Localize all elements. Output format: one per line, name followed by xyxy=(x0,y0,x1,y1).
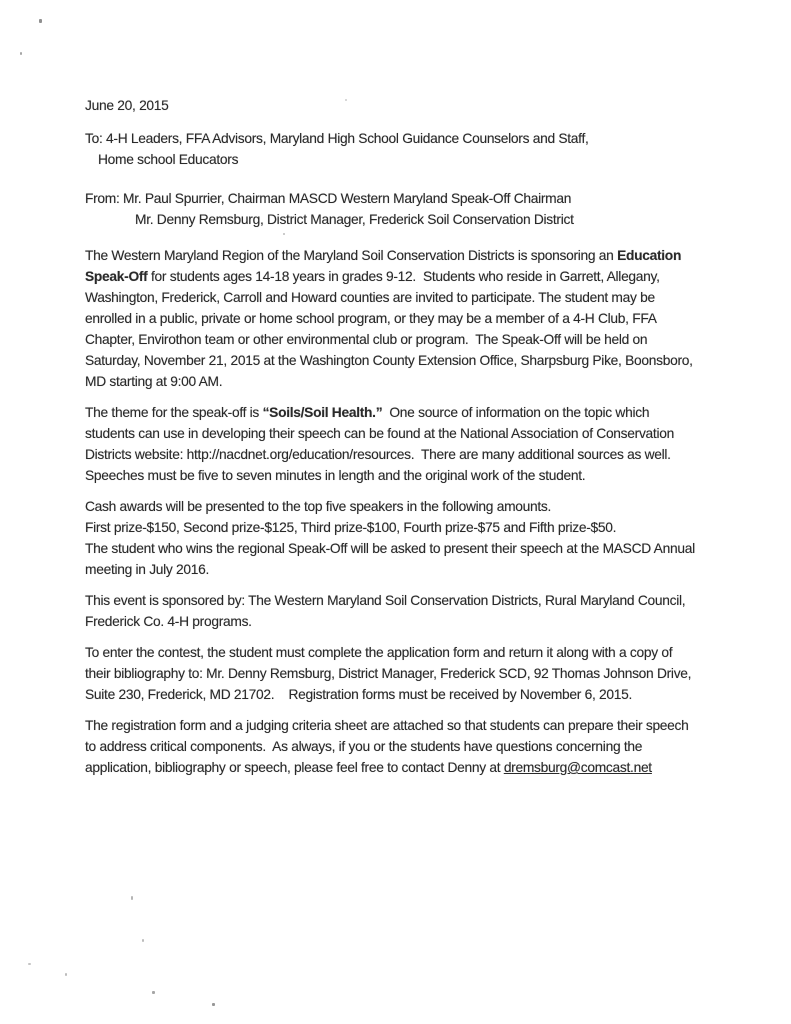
paragraph-cash-awards xyxy=(85,496,745,580)
body-line: MD starting at 9:00 AM. xyxy=(85,374,223,389)
body-line: to address critical components. As always, if you or the students have questions concerning the xyxy=(85,739,643,754)
letter-content xyxy=(85,95,745,788)
body-line: Suite 230, Frederick, MD 21702. Registration forms must be received by November 6, 2015. xyxy=(85,687,633,702)
scan-speck xyxy=(20,52,22,55)
scan-speck xyxy=(142,939,144,942)
scan-speck xyxy=(152,991,155,994)
scan-speck xyxy=(345,99,347,101)
paragraph-theme xyxy=(85,402,745,486)
paragraph-sponsors xyxy=(85,590,745,632)
body-line: Cash awards will be presented to the top five speakers in the following amounts. xyxy=(85,499,552,514)
body-line: Saturday, November 21, 2015 at the Washington County Extension Office, Sharpsburg Pike, Boonsboro, xyxy=(85,353,693,368)
body-line: This event is sponsored by: The Western Maryland Soil Conservation Districts, Rural Maryland Council, xyxy=(85,593,686,608)
paragraph-entry-instructions xyxy=(85,642,745,705)
sender-block xyxy=(85,188,745,230)
bold-text: Education xyxy=(617,248,682,263)
recipient-block xyxy=(85,128,745,170)
body-line: students can use in developing their speech can be found at the National Association of Conservation xyxy=(85,426,674,441)
recipient-line-2: Home school Educators xyxy=(98,152,239,167)
body-text: The theme for the speak-off is xyxy=(85,405,263,420)
body-line: The registration form and a judging criteria sheet are attached so that students can prepare their speech xyxy=(85,718,689,733)
body-text: application, bibliography or speech, please feel free to contact Denny at xyxy=(85,760,504,775)
scan-speck xyxy=(28,963,31,965)
scan-speck xyxy=(212,1003,215,1006)
sender-line-1: From: Mr. Paul Spurrier, Chairman MASCD Western Maryland Speak-Off Chairman xyxy=(85,191,572,206)
body-line xyxy=(85,402,745,423)
body-line: To enter the contest, the student must complete the application form and return it along with a copy of xyxy=(85,645,673,660)
body-line: meeting in July 2016. xyxy=(85,562,210,577)
sender-line-2: Mr. Denny Remsburg, District Manager, Frederick Soil Conservation District xyxy=(135,212,574,227)
body-line xyxy=(85,245,745,266)
body-line xyxy=(85,266,745,287)
body-line: Washington, Frederick, Carroll and Howard counties are invited to participate. The student may be xyxy=(85,290,655,305)
body-line: their bibliography to: Mr. Denny Remsburg, District Manager, Frederick SCD, 92 Thomas Johnson Drive, xyxy=(85,666,692,681)
scan-speck xyxy=(131,896,133,900)
scan-speck xyxy=(39,19,42,23)
letter-date: June 20, 2015 xyxy=(85,98,169,113)
body-text: for students ages 14-18 years in grades 9-12. Students who reside in Garrett, Allegany, xyxy=(147,269,660,284)
body-line: Speeches must be five to seven minutes in length and the original work of the student. xyxy=(85,468,586,483)
body-line xyxy=(85,757,745,778)
paragraph-attachments xyxy=(85,715,745,778)
body-line: enrolled in a public, private or home school program, or they may be a member of a 4-H Club, FFA xyxy=(85,311,657,326)
bold-text: “Soils/Soil Health.” xyxy=(262,405,383,420)
bold-text: Speak-Off xyxy=(85,269,148,284)
body-line: The student who wins the regional Speak-Off will be asked to present their speech at the MASCD Annual xyxy=(85,541,695,556)
email-link[interactable]: dremsburg@comcast.net xyxy=(503,760,652,775)
body-line: First prize-$150, Second prize-$125, Third prize-$100, Fourth prize-$75 and Fifth prize-$50. xyxy=(85,520,617,535)
scan-speck xyxy=(65,973,67,976)
body-line: Districts website: http://nacdnet.org/education/resources. There are many additional sources as well. xyxy=(85,447,671,462)
body-text: One source of information on the topic which xyxy=(382,405,650,420)
body-line: Chapter, Envirothon team or other environmental club or program. The Speak-Off will be held on xyxy=(85,332,648,347)
body-text: The Western Maryland Region of the Maryland Soil Conservation Districts is sponsoring an xyxy=(85,248,618,263)
paragraph-event-intro xyxy=(85,245,745,392)
body-line: Frederick Co. 4-H programs. xyxy=(85,614,252,629)
scan-speck xyxy=(283,233,285,235)
recipient-line-1: To: 4-H Leaders, FFA Advisors, Maryland High School Guidance Counselors and Staff, xyxy=(85,131,589,146)
